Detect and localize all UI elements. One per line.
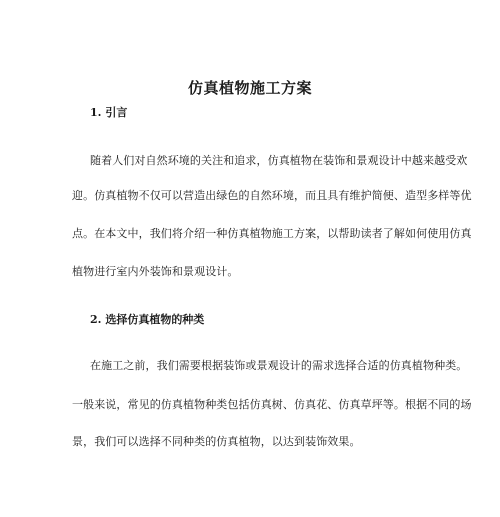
section-heading-choose-types: 2. 选择仿真植物的种类 xyxy=(90,313,205,326)
document-title: 仿真植物施工方案 xyxy=(187,79,312,97)
paragraph-line: 随着人们对自然环境的关注和追求，仿真植物在装饰和景观设计中越来越受欢 xyxy=(90,154,468,167)
paragraph-line: 迎。仿真植物不仅可以营造出绿色的自然环境，而且具有维护简便、造型多样等优 xyxy=(72,189,472,202)
paragraph-line: 植物进行室内外装饰和景观设计。 xyxy=(72,265,239,278)
paragraph-line: 一般来说，常见的仿真植物种类包括仿真树、仿真花、仿真草坪等。根据不同的场 xyxy=(72,398,472,411)
paragraph-line: 景，我们可以选择不同种类的仿真植物，以达到装饰效果。 xyxy=(72,435,361,448)
paragraph-line: 在施工之前，我们需要根据装饰或景观设计的需求选择合适的仿真植物种类。 xyxy=(90,359,468,372)
paragraph-line: 点。在本文中，我们将介绍一种仿真植物施工方案，以帮助读者了解如何使用仿真 xyxy=(72,227,472,240)
section-heading-introduction: 1. 引言 xyxy=(90,106,128,119)
